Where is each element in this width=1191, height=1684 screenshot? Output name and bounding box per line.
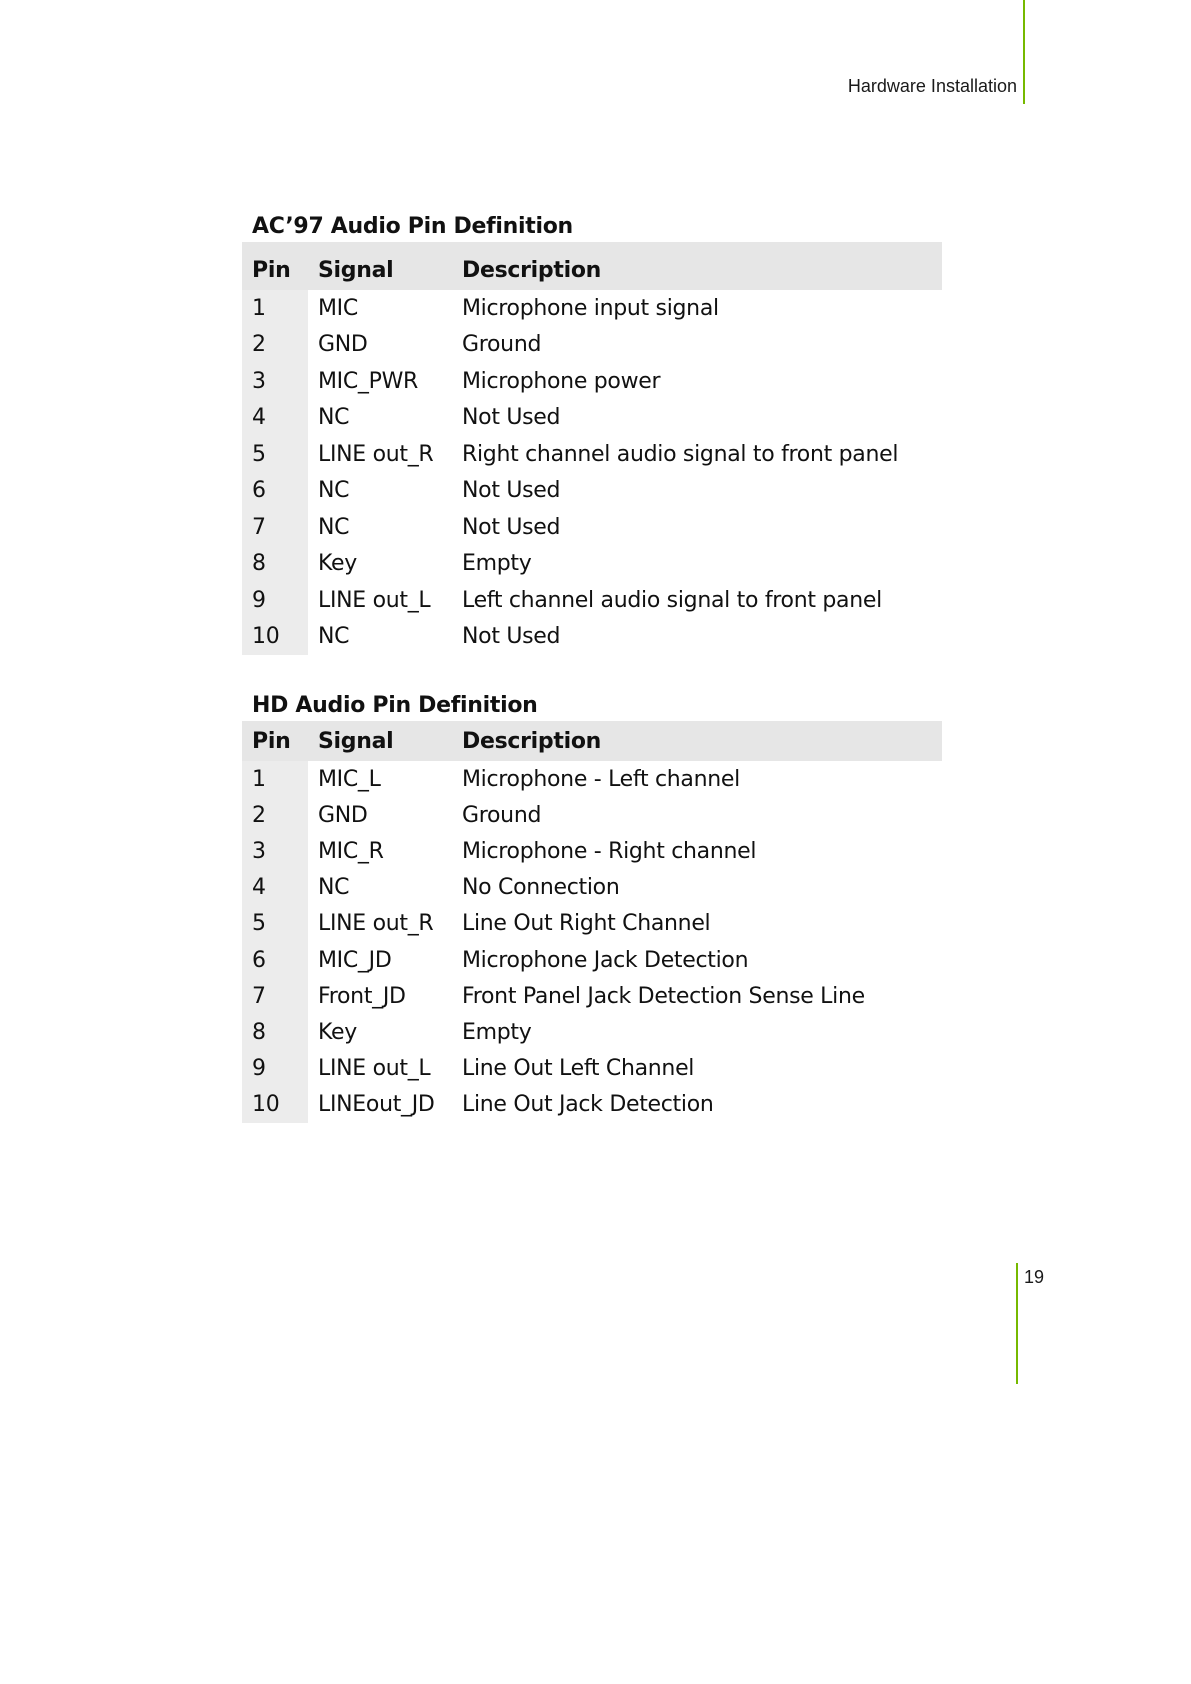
description-cell: Front Panel Jack Detection Sense Line bbox=[462, 983, 865, 1009]
description-cell: No Connection bbox=[462, 875, 620, 901]
signal-cell: MIC_L bbox=[318, 766, 381, 792]
description-cell: Not Used bbox=[462, 478, 561, 504]
pin-cell: 9 bbox=[242, 1051, 308, 1087]
table-row bbox=[242, 1014, 942, 1050]
signal-cell: NC bbox=[318, 478, 350, 504]
pin-cell: 8 bbox=[242, 546, 308, 583]
table-header-row bbox=[242, 242, 942, 290]
table-row bbox=[242, 509, 942, 546]
pin-cell: 7 bbox=[242, 978, 308, 1014]
pin-cell: 10 bbox=[242, 619, 308, 656]
pin-cell: 8 bbox=[242, 1014, 308, 1050]
table-row bbox=[242, 797, 942, 833]
column-header-description: Description bbox=[452, 242, 942, 290]
column-header-pin: Pin bbox=[242, 242, 308, 290]
description-cell: Microphone input signal bbox=[462, 295, 719, 321]
signal-cell: LINE out_R bbox=[318, 441, 434, 467]
table-row bbox=[242, 942, 942, 978]
pin-cell: 5 bbox=[242, 436, 308, 473]
pin-cell: 1 bbox=[242, 761, 308, 797]
signal-cell: LINE out_R bbox=[318, 911, 434, 937]
table-row bbox=[242, 833, 942, 869]
page-number: 19 bbox=[1024, 1267, 1045, 1287]
signal-cell: NC bbox=[318, 514, 350, 540]
pin-cell: 1 bbox=[242, 290, 308, 327]
column-header-signal: Signal bbox=[308, 242, 452, 290]
footer-accent-rule bbox=[1016, 1263, 1018, 1384]
description-cell: Empty bbox=[462, 1019, 532, 1045]
table-row bbox=[242, 290, 942, 327]
ac97-table-title: AC’97 Audio Pin Definition bbox=[252, 214, 573, 239]
column-header-description: Description bbox=[452, 721, 942, 761]
pin-cell: 2 bbox=[242, 327, 308, 364]
pin-cell: 9 bbox=[242, 582, 308, 619]
table-row bbox=[242, 400, 942, 437]
table-row bbox=[242, 327, 942, 364]
description-cell: Microphone - Left channel bbox=[462, 766, 740, 792]
pin-cell: 3 bbox=[242, 833, 308, 869]
table-row bbox=[242, 582, 942, 619]
description-cell: Left channel audio signal to front panel bbox=[462, 587, 882, 613]
description-cell: Microphone power bbox=[462, 368, 661, 394]
description-cell: Line Out Right Channel bbox=[462, 911, 711, 937]
signal-cell: MIC_PWR bbox=[318, 368, 419, 394]
signal-cell: Key bbox=[318, 1019, 357, 1045]
signal-cell: NC bbox=[318, 875, 350, 901]
signal-cell: GND bbox=[318, 802, 368, 828]
description-cell: Not Used bbox=[462, 514, 561, 540]
table-row bbox=[242, 1051, 942, 1087]
table-row bbox=[242, 870, 942, 906]
pin-cell: 4 bbox=[242, 400, 308, 437]
signal-cell: MIC_JD bbox=[318, 947, 392, 973]
description-cell: Line Out Jack Detection bbox=[462, 1092, 714, 1118]
description-cell: Not Used bbox=[462, 405, 561, 431]
pin-cell: 7 bbox=[242, 509, 308, 546]
table-row bbox=[242, 436, 942, 473]
table-row bbox=[242, 978, 942, 1014]
description-cell: Ground bbox=[462, 802, 542, 828]
description-cell: Right channel audio signal to front panel bbox=[462, 441, 899, 467]
description-cell: Line Out Left Channel bbox=[462, 1056, 695, 1082]
signal-cell: LINE out_L bbox=[318, 1056, 431, 1082]
table-row bbox=[242, 619, 942, 656]
signal-cell: Key bbox=[318, 551, 357, 577]
running-header: Hardware Installation bbox=[847, 76, 1017, 96]
signal-cell: GND bbox=[318, 332, 368, 358]
table-row bbox=[242, 546, 942, 583]
signal-cell: MIC_R bbox=[318, 838, 384, 864]
signal-cell: LINE out_L bbox=[318, 587, 431, 613]
hd-audio-table-title: HD Audio Pin Definition bbox=[252, 693, 538, 718]
pin-cell: 5 bbox=[242, 906, 308, 942]
description-cell: Empty bbox=[462, 551, 532, 577]
description-cell: Microphone - Right channel bbox=[462, 838, 757, 864]
signal-cell: NC bbox=[318, 624, 350, 650]
pin-cell: 10 bbox=[242, 1087, 308, 1123]
pin-cell: 6 bbox=[242, 942, 308, 978]
column-header-signal: Signal bbox=[308, 721, 452, 761]
header-accent-rule bbox=[1023, 0, 1025, 104]
signal-cell: LINEout_JD bbox=[318, 1092, 435, 1118]
pin-cell: 6 bbox=[242, 473, 308, 510]
description-cell: Microphone Jack Detection bbox=[462, 947, 749, 973]
pin-cell: 4 bbox=[242, 870, 308, 906]
pin-cell: 2 bbox=[242, 797, 308, 833]
description-cell: Not Used bbox=[462, 624, 561, 650]
table-row bbox=[242, 761, 942, 797]
signal-cell: Front_JD bbox=[318, 983, 406, 1009]
signal-cell: NC bbox=[318, 405, 350, 431]
hd-audio-pin-table bbox=[242, 721, 942, 1123]
pin-cell: 3 bbox=[242, 363, 308, 400]
ac97-pin-table bbox=[242, 242, 942, 655]
table-row bbox=[242, 473, 942, 510]
column-header-pin: Pin bbox=[242, 721, 308, 761]
signal-cell: MIC bbox=[318, 295, 358, 321]
description-cell: Ground bbox=[462, 332, 542, 358]
table-row bbox=[242, 363, 942, 400]
table-row bbox=[242, 906, 942, 942]
table-header-row bbox=[242, 721, 942, 761]
table-row bbox=[242, 1087, 942, 1123]
